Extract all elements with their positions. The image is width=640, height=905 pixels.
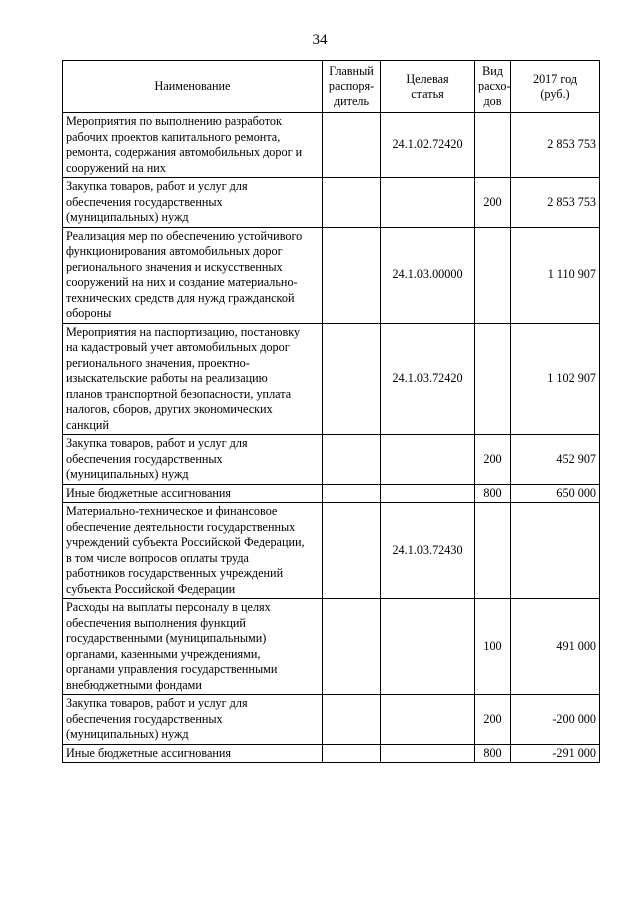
row-amount: 491 000 xyxy=(511,599,600,695)
row-name-line: Закупка товаров, работ и услуг для xyxy=(66,696,248,710)
header-article: Целевая статья xyxy=(381,61,475,113)
row-admin xyxy=(323,178,381,228)
budget-table xyxy=(62,60,600,763)
row-name xyxy=(63,435,323,485)
row-name-line: регионального значения и искусственных xyxy=(66,259,283,274)
row-type xyxy=(475,323,511,435)
row-name xyxy=(63,599,323,695)
row-name-line: Реализация мер по обеспечению устойчивого xyxy=(66,228,303,243)
row-name-line: сооружений на них xyxy=(66,160,166,175)
row-admin xyxy=(323,744,381,763)
row-admin xyxy=(323,323,381,435)
row-name xyxy=(63,503,323,599)
row-name xyxy=(63,323,323,435)
row-name-line: учреждений субъекта Российской Федерации, xyxy=(66,535,305,549)
row-article: 24.1.03.72430 xyxy=(381,503,475,599)
row-type: 200 xyxy=(475,178,511,228)
row-article xyxy=(381,695,475,745)
row-article xyxy=(381,178,475,228)
row-name-line: обеспечения государственных xyxy=(66,194,223,209)
row-amount: 2 853 753 xyxy=(511,178,600,228)
row-name xyxy=(63,695,323,745)
row-name-line: рабочих проектов капитального ремонта, xyxy=(66,129,281,144)
row-amount: 1 102 907 xyxy=(511,323,600,435)
row-name xyxy=(63,484,323,503)
row-article xyxy=(381,484,475,503)
row-name-line: регионального значения, проектно- xyxy=(66,355,250,370)
row-name xyxy=(63,227,323,323)
row-admin xyxy=(323,503,381,599)
table-row xyxy=(63,599,600,695)
header-admin: Главный распоря- дитель xyxy=(323,61,381,113)
header-type: Вид расхо- дов xyxy=(475,61,511,113)
row-article: 24.1.03.00000 xyxy=(381,227,475,323)
row-name-line: субъекта Российской Федерации xyxy=(66,581,236,596)
row-name-line: Материально-техническое и финансовое xyxy=(66,504,278,518)
row-amount: 1 110 907 xyxy=(511,227,600,323)
row-name-line: (муниципальных) нужд xyxy=(66,467,189,481)
row-admin xyxy=(323,113,381,178)
row-name-line: обеспечения государственных xyxy=(66,451,223,466)
row-name-line: органами управления государственными xyxy=(66,662,278,676)
table-row xyxy=(63,744,600,763)
row-name-line: (муниципальных) нужд xyxy=(66,210,189,224)
row-name-line: планов транспортной безопасности, уплата xyxy=(66,386,292,401)
row-type xyxy=(475,227,511,323)
row-admin xyxy=(323,227,381,323)
row-name-line: функционирования автомобильных дорог xyxy=(66,244,283,258)
row-name-line: (муниципальных) нужд xyxy=(66,727,189,741)
row-name-line: на кадастровый учет автомобильных дорог xyxy=(66,340,290,354)
table-row xyxy=(63,178,600,228)
row-article xyxy=(381,435,475,485)
row-type: 100 xyxy=(475,599,511,695)
row-name-line: органами, казенными учреждениями, xyxy=(66,646,261,661)
row-amount: -200 000 xyxy=(511,695,600,745)
page-number: 34 xyxy=(312,32,328,48)
row-name xyxy=(63,744,323,763)
row-name-line: Расходы на выплаты персоналу в целях xyxy=(66,600,271,614)
row-name xyxy=(63,113,323,178)
row-type xyxy=(475,113,511,178)
row-name-line: Иные бюджетные ассигнования xyxy=(66,485,232,500)
row-amount: -291 000 xyxy=(511,744,600,763)
row-type: 800 xyxy=(475,484,511,503)
row-admin xyxy=(323,435,381,485)
row-name-line: Закупка товаров, работ и услуг для xyxy=(66,179,248,193)
row-name-line: Мероприятия по выполнению разработок xyxy=(66,114,282,128)
table-row xyxy=(63,227,600,323)
row-name-line: сооружений на них и создание материально- xyxy=(66,275,298,289)
row-name-line: внебюджетными фондами xyxy=(66,677,202,692)
table-row xyxy=(63,484,600,503)
row-name-line: обеспечение деятельности государственных xyxy=(66,519,296,534)
table-row xyxy=(63,435,600,485)
row-name-line: ремонта, содержания автомобильных дорог и xyxy=(66,145,303,159)
row-article: 24.1.03.72420 xyxy=(381,323,475,435)
row-admin xyxy=(323,695,381,745)
row-type: 200 xyxy=(475,695,511,745)
row-admin xyxy=(323,484,381,503)
row-name-line: налогов, сборов, других экономических xyxy=(66,402,273,416)
row-name-line: в том числе вопросов оплаты труда xyxy=(66,550,249,565)
header-amount: 2017 год (руб.) xyxy=(511,61,600,113)
table-body xyxy=(63,113,600,763)
row-article: 24.1.02.72420 xyxy=(381,113,475,178)
row-amount: 650 000 xyxy=(511,484,600,503)
row-name-line: работников государственных учреждений xyxy=(66,566,284,580)
row-name-line: санкций xyxy=(66,417,109,432)
table-row xyxy=(63,695,600,745)
row-article xyxy=(381,599,475,695)
row-name-line: обороны xyxy=(66,306,112,320)
row-name-line: Закупка товаров, работ и услуг для xyxy=(66,436,248,450)
row-amount: 452 907 xyxy=(511,435,600,485)
row-name-line: государственными (муниципальными) xyxy=(66,631,267,645)
row-type: 800 xyxy=(475,744,511,763)
table-row xyxy=(63,113,600,178)
table-row xyxy=(63,503,600,599)
row-type xyxy=(475,503,511,599)
row-type: 200 xyxy=(475,435,511,485)
row-name-line: изыскательские работы на реализацию xyxy=(66,371,268,385)
row-name-line: обеспечения выполнения функций xyxy=(66,615,246,630)
row-name-line: технических средств для нужд гражданской xyxy=(66,290,295,305)
table-row xyxy=(63,323,600,435)
table-header-row xyxy=(63,61,600,113)
row-name xyxy=(63,178,323,228)
header-name: Наименование xyxy=(63,61,323,113)
row-article xyxy=(381,744,475,763)
row-name-line: Мероприятия на паспортизацию, постановку xyxy=(66,324,301,339)
row-amount xyxy=(511,503,600,599)
row-amount: 2 853 753 xyxy=(511,113,600,178)
row-name-line: обеспечения государственных xyxy=(66,711,223,726)
row-name-line: Иные бюджетные ассигнования xyxy=(66,745,232,760)
row-admin xyxy=(323,599,381,695)
